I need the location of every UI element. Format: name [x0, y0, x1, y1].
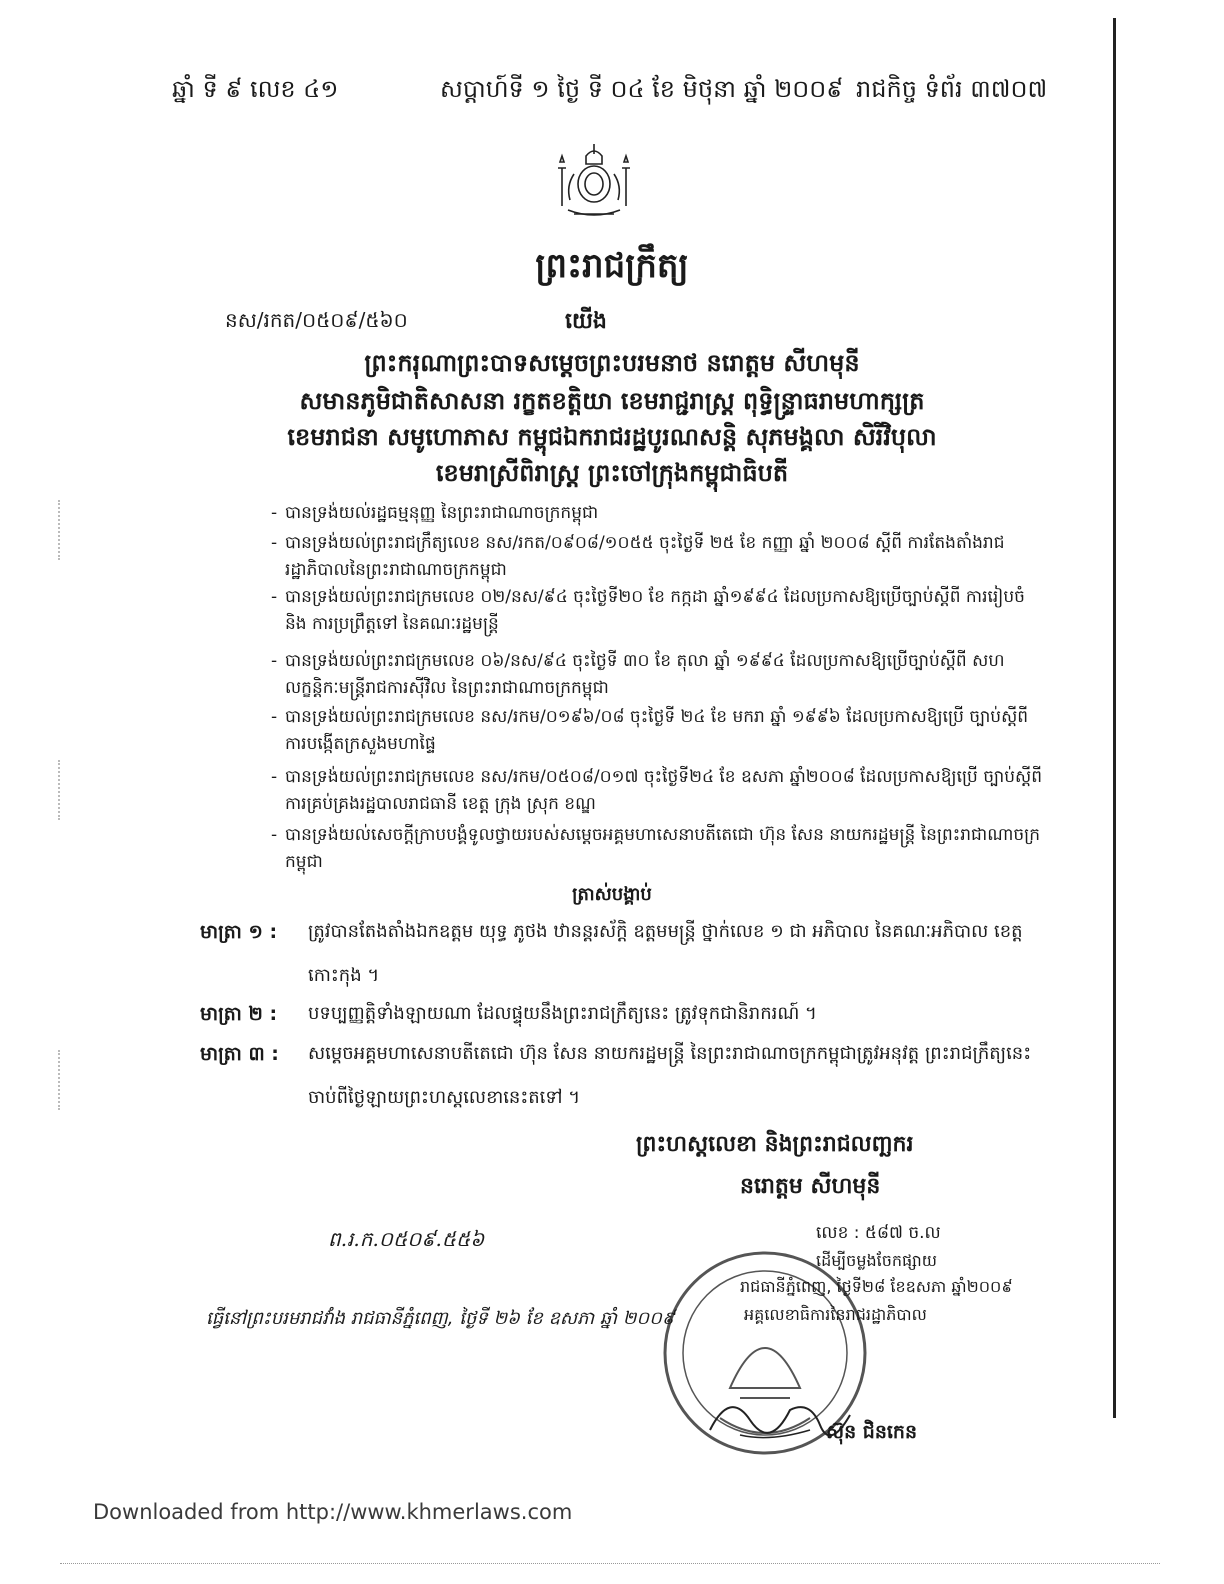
bullet-dash: - [271, 533, 278, 553]
bullet-dash: - [271, 825, 278, 845]
margin-dots [58, 760, 62, 820]
consideration-text: បានទ្រង់យល់ព្រះរាជក្រមលេខ ០២/នស/៩៤ ចុះថ្ងៃទី២០ ខែ កក្កដា ឆ្នាំ១៩៩៤ ដែលប្រកាសឱ្យប្រើច្បាប់ស្តីពី ការរៀបចំ និង ការប្រព្រឹត្តទៅ នៃគណៈរដ្ឋមន្ត្រី [285, 587, 1025, 634]
consideration-item [271, 500, 1045, 527]
article-2-label: មាត្រា ២ : [200, 1003, 278, 1025]
margin-dots [58, 500, 62, 560]
bullet-dash: - [271, 767, 278, 787]
article-3-label: មាត្រា ៣ : [200, 1043, 279, 1065]
royal-title-line: ខេមរាស្រីពិរាស្ត្រ ព្រះចៅក្រុងកម្ពុជាធិបតី [435, 459, 789, 487]
decree-heading: ត្រាស់បង្គាប់ [572, 884, 652, 905]
place-and-date: ធ្វើនៅព្រះបរមរាជវាំង រាជធានីភ្នំពេញ, ថ្ងៃទី ២៦ ខែ ឧសភា ឆ្នាំ ២០០៩ [206, 1308, 675, 1329]
we-heading: យើង [565, 309, 607, 334]
consideration-text: បានទ្រង់យល់ព្រះរាជក្រមលេខ នស/រកម/០៥០៨/០១៧ ចុះថ្ងៃទី២៤ ខែ ឧសភា ឆ្នាំ២០០៨ ដែលប្រកាសឱ្យប្រើ ច្បាប់ស្តីពីការគ្រប់គ្រងរដ្ឋបាលរាជធានី ខេត្ត ក្រុង ស្រុក ខណ្ឌ [285, 767, 1043, 814]
consideration-item [271, 704, 1045, 758]
royal-coat-of-arms-emblem [548, 140, 640, 220]
royal-title-line: ខេមរាជនា សមូហោភាស កម្ពុជឯករាជរដ្ឋបូរណសន្តិ សុភមង្គលា សិរីវិបុលា [287, 423, 937, 451]
bullet-dash: - [271, 707, 278, 727]
consideration-item [271, 648, 1045, 702]
registration-number: លេខ : ៥៨៧ ច.ល [816, 1223, 941, 1243]
gazette-page: រាជកិច្ច ទំព័រ ៣៧០៧ [856, 75, 1048, 103]
margin-dots [58, 1050, 62, 1110]
consideration-text: បានទ្រង់យល់រដ្ឋធម្មនុញ្ញ នៃព្រះរាជាណាចក្រកម្ពុជា [285, 503, 599, 523]
secretariat-office: អគ្គលេខាធិការនៃរាជរដ្ឋាភិបាល [744, 1305, 927, 1324]
consideration-item [271, 530, 1045, 584]
article-1-label: មាត្រា ១ : [200, 921, 278, 943]
right-margin-rule [1113, 18, 1116, 1418]
article-3-text: សម្តេចអគ្គមហាសេនាបតីតេជោ ហ៊ុន សែន នាយករដ្ឋមន្ត្រី នៃព្រះរាជាណាចក្រកម្ពុជាត្រូវអនុវត្ត ព្រះរាជក្រឹត្យនេះ ចាប់ពីថ្ងៃឡាយព្រះហស្តលេខានេះតទៅ ។ [308, 1043, 1032, 1108]
consideration-item [271, 822, 1045, 876]
consideration-item [271, 764, 1045, 818]
handwritten-reference: ព.រ.ក.០៥០៩.៥៥៦ [328, 1227, 485, 1251]
bullet-dash: - [271, 587, 278, 607]
gazette-week-date: សប្តាហ៍ទី ១ ថ្ងៃ ទី ០៤ ខែ មិថុនា ឆ្នាំ ២០០៩ [440, 75, 844, 103]
consideration-text: បានទ្រង់យល់សេចក្តីក្រាបបង្គំទូលថ្វាយរបស់សម្តេចអគ្គមហាសេនាបតីតេជោ ហ៊ុន សែន នាយករដ្ឋមន្ត្រី នៃព្រះរាជាណាចក្រកម្ពុជា [285, 825, 1040, 872]
certified-copy-note: ដើម្បីចម្លងចែកផ្សាយ [816, 1251, 938, 1270]
consideration-text: បានទ្រង់យល់ព្រះរាជក្រមលេខ នស/រកម/០១៩៦/០៨ ចុះថ្ងៃទី ២៤ ខែ មករា ឆ្នាំ ១៩៩៦ ដែលប្រកាសឱ្យប្រើ ច្បាប់ស្តីពីការបង្កើតក្រសួងមហាផ្ទៃ [285, 707, 1029, 754]
bottom-rule [60, 1563, 1160, 1565]
decree-reference-number: នស/រកត/០៥០៩/៥៦០ [225, 308, 408, 332]
consideration-text: បានទ្រង់យល់ព្រះរាជក្រមលេខ ០៦/នស/៩៤ ចុះថ្ងៃទី ៣០ ខែ តុលា ឆ្នាំ ១៩៩៤ ដែលប្រកាសឱ្យប្រើច្បាប់ស្តីពី សហលក្ខន្តិកៈមន្ត្រីរាជការស៊ីវិល នៃព្រះរាជាណាចក្រកម្ពុជា [285, 651, 1005, 698]
signer-name: ស៊ុន ជិនកេន [826, 1421, 918, 1443]
bullet-dash: - [271, 651, 278, 671]
document-title: ព្រះរាជក្រឹត្យ [535, 246, 689, 286]
consideration-text: បានទ្រង់យល់ព្រះរាជក្រឹត្យលេខ នស/រកត/០៩០៨/១០៥៥ ចុះថ្ងៃទី ២៥ ខែ កញ្ញា ឆ្នាំ ២០០៨ ស្តីពី ការតែងតាំងរាជរដ្ឋាភិបាលនៃព្រះរាជាណាចក្រកម្ពុជា [285, 533, 1005, 580]
royal-signature-caption: ព្រះហស្តលេខា និងព្រះរាជលញ្ឆករ [636, 1132, 914, 1157]
bullet-dash: - [271, 503, 278, 523]
royal-signature-name: នរោត្តម សីហមុនី [740, 1174, 881, 1199]
registration-date: រាជធានីភ្នំពេញ, ថ្ងៃទី២៨ ខែឧសភា ឆ្នាំ២០០៩ [740, 1277, 1013, 1296]
article-2-text: បទប្បញ្ញត្តិទាំងឡាយណា ដែលផ្ទុយនឹងព្រះរាជក្រឹត្យនេះ ត្រូវទុកជានិរាករណ៍ ។ [308, 1003, 817, 1024]
gazette-year-issue: ឆ្នាំ ទី ៩ លេខ ៤១ [172, 75, 339, 103]
article-1-text: ត្រូវបានតែងតាំងឯកឧត្តម យុទ្ធ ភូថង ឋានន្តរស័ក្តិ ឧត្តមមន្ត្រី ថ្នាក់លេខ ១ ជា អភិបាល នៃគណៈអភិបាល ខេត្តកោះកុង ។ [308, 921, 1023, 986]
download-source-note: Downloaded from http://www.khmerlaws.com [93, 1500, 573, 1524]
royal-title-line: សមានភូមិជាតិសាសនា រក្ខតខត្តិយា ខេមរាជ្ជរាស្ត្រ ពុទ្ធិន្ទ្រាធរាមហាក្សត្រ [299, 387, 925, 415]
consideration-item [271, 584, 1045, 638]
royal-title-line: ព្រះករុណាព្រះបាទសម្តេចព្រះបរមនាថ នរោត្តម សីហមុនី [364, 349, 860, 377]
